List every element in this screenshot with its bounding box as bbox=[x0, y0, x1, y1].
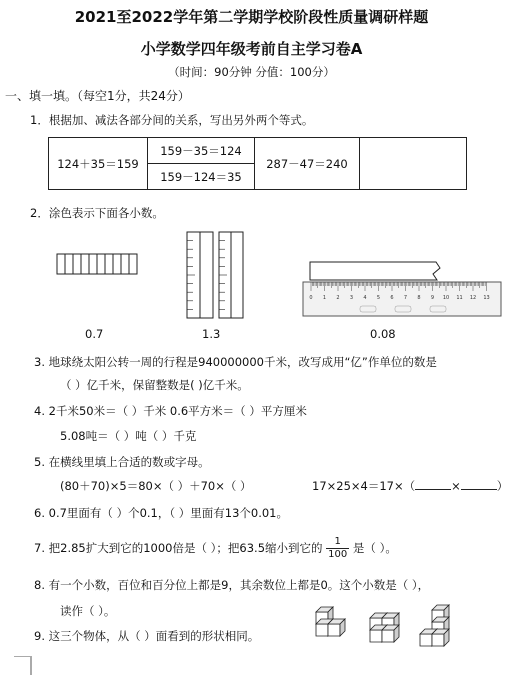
ruler-number: 2 bbox=[336, 295, 340, 301]
figure-label: 1.3 bbox=[202, 327, 221, 341]
cube-object-2[interactable] bbox=[370, 613, 399, 642]
ruler-figure[interactable] bbox=[303, 262, 501, 316]
fraction bbox=[326, 536, 349, 561]
question-1-text: 1．根据加、减法各部分间的关系，写出另外两个等式。 bbox=[30, 113, 314, 127]
margin-mark bbox=[14, 656, 32, 657]
question-6-text: 6. 0.7里面有（ ）个0.1，（ ）里面有13个0.01。 bbox=[34, 506, 289, 520]
ruler-number: 4 bbox=[363, 295, 367, 301]
denominator: 100 bbox=[328, 549, 348, 560]
equation-cell: 159－124＝35 bbox=[148, 164, 255, 190]
ruler-number: 3 bbox=[349, 295, 354, 301]
expr-b-part: 17×25×4＝17×（ bbox=[312, 479, 416, 493]
question-4-line2: 5.08吨＝（ ）吨（ ）千克 bbox=[60, 429, 197, 443]
ten-strip-figure[interactable] bbox=[57, 254, 137, 274]
cube-object-1[interactable] bbox=[316, 607, 345, 636]
exam-subtitle: 小学数学四年级考前自主学习卷A bbox=[140, 40, 363, 58]
decimal-figures bbox=[45, 228, 505, 323]
exam-title: 2021至2022学年第二学期学校阶段性质量调研样题 bbox=[74, 8, 429, 26]
question-2-text: 2．涂色表示下面各小数。 bbox=[30, 206, 164, 220]
tall-bars-figure[interactable] bbox=[187, 232, 243, 318]
question-5-text: 5. 在横线里填上合适的数或字母。 bbox=[34, 455, 210, 469]
ruler-number: 1 bbox=[322, 295, 327, 301]
equation-cell: 287－47＝240 bbox=[255, 138, 360, 190]
figure-label: 0.08 bbox=[370, 327, 396, 341]
question-4-line1: 4. 2千米50米＝（ ）千米 0.6平方米＝（ ）平方厘米 bbox=[34, 404, 307, 418]
blank-line[interactable] bbox=[415, 479, 451, 490]
ruler-number: 9 bbox=[430, 295, 435, 301]
exam-info: （时间：90分钟 分值：100分） bbox=[168, 65, 335, 79]
cube-figures bbox=[312, 602, 502, 646]
ruler-number: 5 bbox=[376, 295, 381, 301]
cube-object-3[interactable] bbox=[420, 605, 449, 646]
ruler-number: 13 bbox=[483, 295, 490, 301]
ruler-number: 7 bbox=[403, 295, 408, 301]
question-8-line2: 读作（ ）。 bbox=[60, 604, 116, 618]
expr-b-part: ） bbox=[496, 479, 508, 493]
section-heading: 一、填一填。（每空1分，共24分） bbox=[5, 89, 190, 103]
equation-cell: 124＋35＝159 bbox=[49, 138, 148, 190]
question-5-expression-b bbox=[312, 478, 508, 494]
ruler-number: 6 bbox=[390, 295, 394, 301]
margin-mark bbox=[30, 656, 32, 675]
equation-table bbox=[48, 137, 467, 190]
question-3-line1: 3. 地球绕太阳公转一周的行程是940000000千米，改写成用“亿”作单位的数是 bbox=[34, 355, 437, 369]
figure-label: 0.7 bbox=[85, 327, 104, 341]
expr-b-part: × bbox=[451, 479, 461, 493]
numerator: 1 bbox=[326, 536, 349, 549]
ruler-number: 8 bbox=[417, 295, 421, 301]
question-5-expression-a: (80＋70)×5＝80×（ ）＋70×（ ） bbox=[60, 479, 252, 493]
ruler-number: 0 bbox=[309, 295, 313, 301]
question-7-text bbox=[34, 536, 397, 561]
question-9-text: 9. 这三个物体，从（ ）面看到的形状相同。 bbox=[34, 629, 260, 643]
q7-before: 7. 把2.85扩大到它的1000倍是（ ）；把63.5缩小到它的 bbox=[34, 541, 323, 555]
question-3-line2: （ ）亿千米，保留整数是( )亿千米。 bbox=[60, 378, 249, 392]
blank-line[interactable] bbox=[461, 479, 497, 490]
equation-cell: 159－35＝124 bbox=[148, 138, 255, 164]
q7-after: 是（ ）。 bbox=[352, 541, 397, 555]
answer-cell[interactable] bbox=[360, 138, 467, 190]
question-8-line1: 8. 有一个小数，百位和百分位上都是9，其余数位上都是0。这个小数是（ ）， bbox=[34, 578, 430, 592]
ruler-number: 11 bbox=[456, 295, 463, 301]
ruler-number: 12 bbox=[469, 295, 477, 301]
ruler-number: 10 bbox=[442, 295, 450, 301]
